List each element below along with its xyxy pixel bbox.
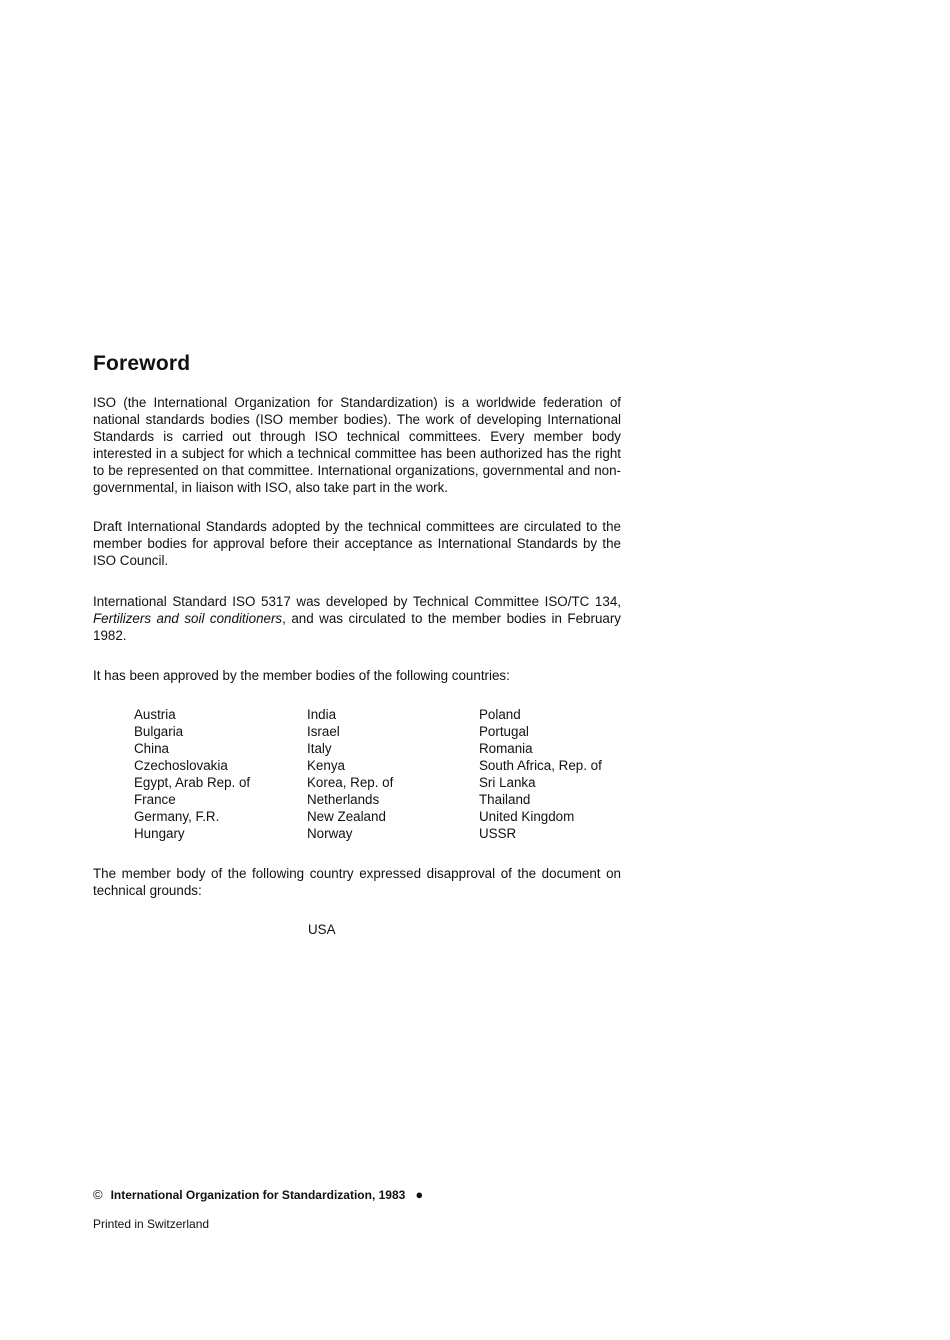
country-item: Czechoslovakia <box>134 758 228 773</box>
country-item: Austria <box>134 707 176 722</box>
country-item: Norway <box>307 826 353 841</box>
country-item: Kenya <box>307 758 345 773</box>
countries-column-3 <box>479 706 602 842</box>
country-item: Egypt, Arab Rep. of <box>134 775 251 790</box>
printed-location: Printed in Switzerland <box>93 1217 210 1231</box>
country-item: Korea, Rep. of <box>307 775 394 790</box>
page-title: Foreword <box>93 352 191 375</box>
country-item: Italy <box>307 741 332 756</box>
copyright-symbol: © <box>93 1187 103 1202</box>
country-item: Portugal <box>479 724 529 739</box>
paragraph-disapproval-intro: The member body of the following country expressed disapproval of the document on technical grounds: <box>93 866 621 898</box>
country-item: Thailand <box>479 792 531 807</box>
origin-text-start: International Standard ISO 5317 was developed by Technical Committee ISO/TC 134, <box>93 594 621 609</box>
country-item: Romania <box>479 741 533 756</box>
country-item: Sri Lanka <box>479 775 536 790</box>
country-item: Hungary <box>134 826 185 841</box>
paragraph-approval-intro: It has been approved by the member bodies of the following countries: <box>93 668 510 683</box>
country-item: Poland <box>479 707 521 722</box>
country-item: South Africa, Rep. of <box>479 758 602 773</box>
paragraph-iso-intro: ISO (the International Organization for Standardization) is a worldwide federation of national standards bodies (ISO member bodies). The work of developing International Standards is carried out through ISO technical committees. Every member body interested in a subject for which a technical committee has been authorized has the right to be represented on that committee. International organizations, governmental and non-governmental, in liaison with ISO, also take part in the work. <box>93 395 621 495</box>
approving-countries-list <box>134 706 634 846</box>
origin-text-end: , and was circulated to the member bodies in February 1982. <box>93 611 622 643</box>
country-item: Israel <box>307 724 340 739</box>
committee-name-italic: Fertilizers and soil conditioners <box>93 611 283 626</box>
country-item: Germany, F.R. <box>134 809 220 824</box>
paragraph-draft-standards: Draft International Standards adopted by the technical committees are circulated to the member bodies for approval before their acceptance as International Standards by the ISO Council. <box>93 519 621 568</box>
country-item: Netherlands <box>307 792 380 807</box>
country-item: United Kingdom <box>479 809 575 824</box>
countries-column-1 <box>134 706 250 842</box>
country-item: USSR <box>479 826 517 841</box>
paragraph-standard-origin <box>93 593 621 644</box>
country-item: India <box>307 707 337 722</box>
country-item: China <box>134 741 169 756</box>
copyright-text: International Organization for Standardization, 1983 <box>110 1188 406 1202</box>
bullet-icon: ● <box>415 1187 424 1202</box>
country-item: New Zealand <box>307 809 386 824</box>
country-item: France <box>134 792 176 807</box>
copyright-line <box>93 1187 423 1202</box>
disapproving-country: USA <box>308 922 336 937</box>
countries-column-2 <box>307 706 393 842</box>
country-item: Bulgaria <box>134 724 184 739</box>
